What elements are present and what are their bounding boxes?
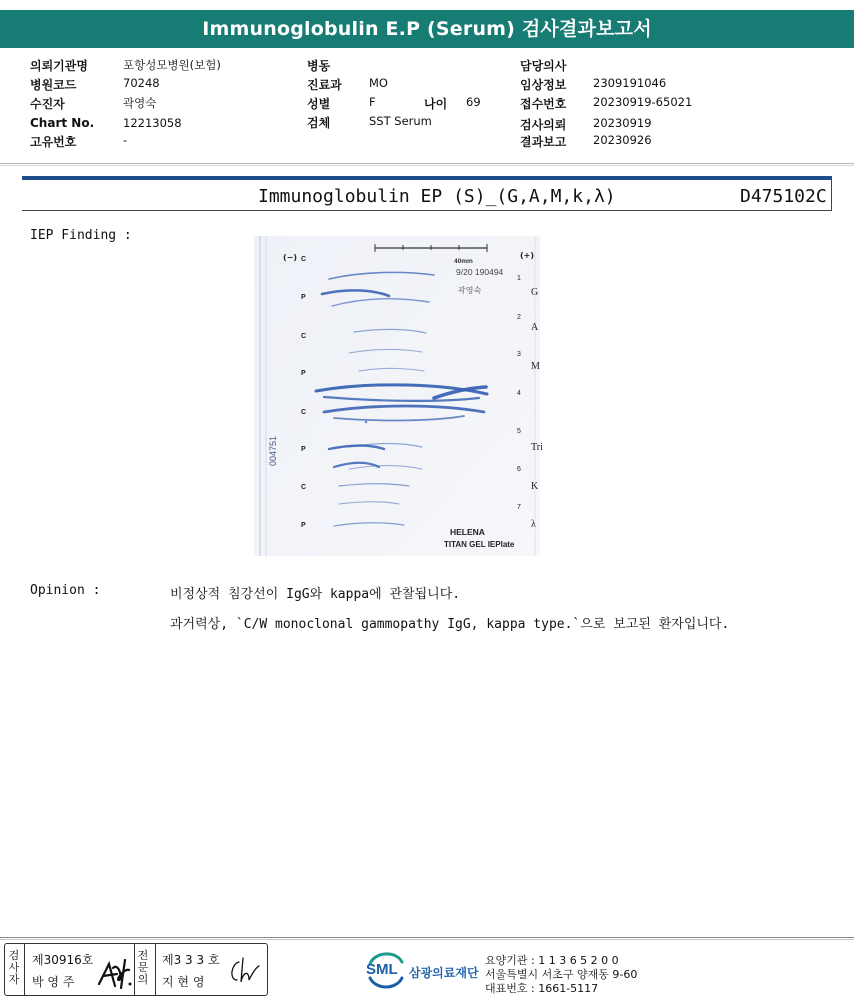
trough-number: 1	[517, 275, 521, 282]
sig1-role: 검 사 자	[8, 949, 20, 986]
label-report-date: 결과보고	[520, 135, 567, 149]
label-specimen: 검체	[307, 116, 331, 130]
value-institution: 포항성모병원(보험)	[123, 58, 221, 72]
value-clinical: 2309191046	[593, 76, 667, 90]
label-institution: 의뢰기관명	[30, 59, 88, 73]
signature-1	[95, 950, 135, 992]
gel-brand-2: TITAN GEL IEPlate	[444, 540, 515, 549]
sig1-name: 박 영 주	[32, 975, 75, 989]
test-code: D475102C	[740, 186, 827, 207]
gel-date-id: 9/20 190494	[456, 267, 504, 277]
value-specimen: SST Serum	[369, 114, 432, 128]
antiserum-label: A	[531, 322, 539, 333]
value-receipt-no: 20230919-65021	[593, 95, 693, 109]
value-hospital-code: 70248	[123, 76, 160, 90]
label-sex: 성별	[307, 97, 331, 111]
value-patient: 곽영숙	[123, 96, 157, 110]
label-doctor: 담당의사	[520, 59, 567, 73]
signature-2	[225, 954, 263, 988]
sig2-name: 지 현 영	[162, 975, 205, 989]
addr-line-2: 서울특별시 서초구 양재동 9-60	[485, 968, 638, 981]
finding-label: IEP Finding :	[30, 228, 132, 243]
label-ward: 병동	[307, 59, 331, 73]
divider	[831, 180, 832, 211]
trough-number: 4	[517, 390, 521, 397]
signature-box	[4, 943, 268, 996]
opinion-line-1: 비정상적 침강선이 IgG와 kappa에 관찰됩니다.	[170, 587, 461, 602]
minus-marker: (−)	[283, 253, 298, 262]
value-age: 69	[466, 95, 481, 109]
divider	[0, 939, 854, 940]
lane-letter: P	[301, 294, 306, 301]
trough-number: 5	[517, 428, 521, 435]
label-patient: 수진자	[30, 97, 65, 111]
lane-letter: C	[301, 409, 307, 416]
trough-number: 6	[517, 466, 521, 473]
antiserum-label: G	[531, 287, 539, 298]
divider	[0, 165, 854, 166]
addr-line-1: 요양기관 : 1 1 3 6 5 2 0 0	[485, 954, 619, 967]
divider	[0, 937, 854, 938]
lane-letter: C	[301, 256, 307, 263]
antiserum-label: M	[531, 361, 540, 372]
lane-letter: P	[301, 370, 306, 377]
antiserum-label: Tri	[531, 442, 543, 453]
sig1-number: 제30916호	[32, 953, 94, 967]
antiserum-label: K	[531, 481, 539, 492]
opinion-line-2: 과거력상, `C/W monoclonal gammopathy IgG, kappa type.`으로 보고된 환자입니다.	[170, 617, 730, 632]
label-hospital-code: 병원코드	[30, 78, 77, 92]
report-title: Immunoglobulin E.P (Serum) 검사결과보고서	[0, 10, 854, 48]
label-receipt-no: 접수번호	[520, 97, 567, 111]
value-report-date: 20230926	[593, 133, 652, 147]
label-unique-no: 고유번호	[30, 135, 77, 149]
sig2-number: 제3 3 3 호	[162, 953, 220, 967]
value-department: MO	[369, 76, 388, 90]
lane-letter: C	[301, 484, 307, 491]
gel-patient-name: 곽영숙	[458, 286, 482, 295]
label-chart-no: Chart No.	[30, 116, 95, 130]
test-name: Immunoglobulin EP (S)_(G,A,M,k,λ)	[258, 186, 616, 207]
lane-letter: P	[301, 446, 306, 453]
divider	[155, 944, 156, 995]
org-abbr: SML	[366, 961, 398, 978]
label-department: 진료과	[307, 78, 342, 92]
value-request-date: 20230919	[593, 116, 652, 130]
sig2-role: 전 문 의	[137, 949, 149, 986]
trough-number: 3	[517, 351, 521, 358]
antiserum-label: λ	[531, 519, 536, 530]
trough-number: 2	[517, 314, 521, 321]
iep-gel-image	[254, 236, 543, 556]
gel-brand-1: HELENA	[450, 527, 485, 537]
org-name: 삼광의료재단	[409, 966, 479, 980]
plus-marker: (+)	[520, 251, 535, 260]
label-request-date: 검사의뢰	[520, 118, 567, 132]
value-chart-no: 12213058	[123, 116, 182, 130]
label-age: 나이	[424, 97, 448, 111]
lane-letter: C	[301, 333, 307, 340]
addr-line-3: 대표번호 : 1661-5117	[485, 982, 599, 995]
lane-letter: P	[301, 522, 306, 529]
label-clinical: 임상정보	[520, 78, 567, 92]
report-header-bar	[22, 176, 832, 180]
scale-label: 40mm	[454, 258, 473, 265]
opinion-label: Opinion :	[30, 583, 101, 598]
trough-number: 7	[517, 504, 521, 511]
divider	[0, 163, 854, 164]
value-sex: F	[369, 95, 376, 109]
divider	[24, 944, 25, 995]
divider	[134, 944, 135, 995]
gel-side-id: 004751	[268, 435, 278, 466]
divider	[22, 210, 832, 211]
gel-spot	[365, 421, 368, 424]
value-unique-no: -	[123, 133, 128, 147]
